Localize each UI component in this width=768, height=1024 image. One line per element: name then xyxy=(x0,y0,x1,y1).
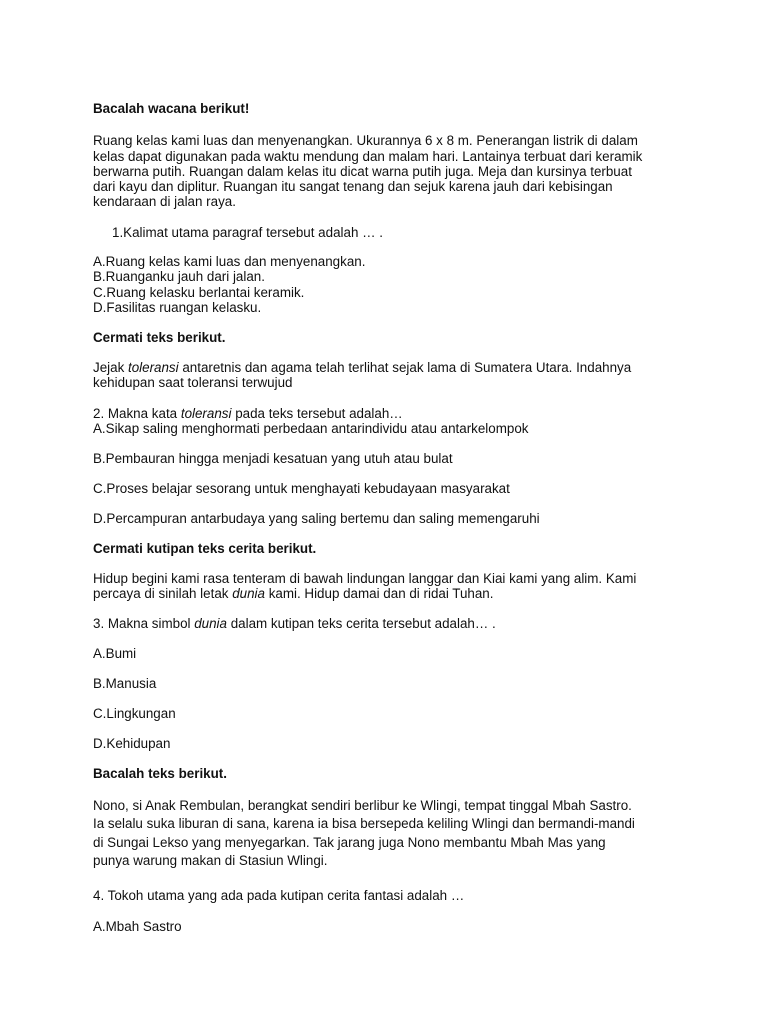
question-2-option-b: B.Pembauran hingga menjadi kesatuan yang utuh atau bulat xyxy=(93,451,453,466)
text-segment: pada teks tersebut adalah… xyxy=(231,406,403,421)
question-1-option-d: D.Fasilitas ruangan kelasku. xyxy=(93,300,262,315)
question-3 xyxy=(93,616,496,632)
section-1-paragraph-line: dari kayu dan diplitur. Ruangan itu sangat tenang dan sejuk karena jauh dari kebisingan xyxy=(93,179,613,194)
question-2-option-c: C.Proses belajar sesorang untuk menghayati kebudayaan masyarakat xyxy=(93,481,510,496)
section-3-paragraph-line xyxy=(93,586,493,602)
text-segment: percaya di sinilah letak xyxy=(93,586,233,601)
section-3-heading: Cermati kutipan teks cerita berikut. xyxy=(93,541,317,556)
text-segment: antaretnis dan agama telah terlihat sejak lama di Sumatera Utara. Indahnya xyxy=(178,360,632,375)
section-1-paragraph-line: berwarna putih. Ruangan dalam kelas itu dicat warna putih juga. Meja dan kursinya terbuat xyxy=(93,164,632,179)
emphasis-word: dunia xyxy=(232,586,265,601)
question-4: 4. Tokoh utama yang ada pada kutipan cerita fantasi adalah … xyxy=(93,888,465,903)
section-4-paragraph-line: Nono, si Anak Rembulan, berangkat sendiri berlibur ke Wlingi, tempat tinggal Mbah Sastro. xyxy=(93,798,632,813)
text-segment: kami. Hidup damai dan di ridai Tuhan. xyxy=(264,586,494,601)
section-2-paragraph-line: kehidupan saat toleransi terwujud xyxy=(93,375,293,390)
emphasis-word: toleransi xyxy=(127,360,179,375)
section-4-paragraph-line: Ia selalu suka liburan di sana, karena ia bisa bersepeda keliling Wlingi dan bermandi-mandi xyxy=(93,816,635,831)
section-1-heading: Bacalah wacana berikut! xyxy=(93,101,250,116)
section-2-paragraph-line xyxy=(93,360,631,376)
question-3-option-a: A.Bumi xyxy=(93,646,137,661)
question-2-option-a: A.Sikap saling menghormati perbedaan antarindividu atau antarkelompok xyxy=(93,421,529,436)
question-1-option-c: C.Ruang kelasku berlantai keramik. xyxy=(93,285,305,300)
text-segment: 2. Makna kata xyxy=(93,406,181,421)
section-3-paragraph-line: Hidup begini kami rasa tenteram di bawah lindungan langgar dan Kiai kami yang alim. Kami xyxy=(93,571,637,586)
emphasis-word: dunia xyxy=(194,616,227,631)
question-3-option-b: B.Manusia xyxy=(93,676,157,691)
emphasis-word: toleransi xyxy=(180,406,232,421)
question-2-option-d: D.Percampuran antarbudaya yang saling bertemu dan saling memengaruhi xyxy=(93,511,540,526)
question-1-option-b: B.Ruanganku jauh dari jalan. xyxy=(93,269,265,284)
text-segment: dalam kutipan teks cerita tersebut adalah… . xyxy=(226,616,496,631)
text-segment: Jejak xyxy=(93,360,128,375)
question-3-option-c: C.Lingkungan xyxy=(93,706,176,721)
question-3-option-d: D.Kehidupan xyxy=(93,736,171,751)
section-2-heading: Cermati teks berikut. xyxy=(93,330,226,345)
section-4-heading: Bacalah teks berikut. xyxy=(93,766,227,781)
question-1: 1.Kalimat utama paragraf tersebut adalah … . xyxy=(112,225,383,240)
text-segment: 3. Makna simbol xyxy=(93,616,195,631)
question-1-option-a: A.Ruang kelas kami luas dan menyenangkan. xyxy=(93,254,366,269)
section-1-paragraph-line: kelas dapat digunakan pada waktu mendung dan malam hari. Lantainya terbuat dari keramik xyxy=(93,149,643,164)
question-4-option-a: A.Mbah Sastro xyxy=(93,919,182,934)
section-1-paragraph-line: Ruang kelas kami luas dan menyenangkan. Ukurannya 6 x 8 m. Penerangan listrik di dalam xyxy=(93,133,638,148)
section-1-paragraph-line: kendaraan di jalan raya. xyxy=(93,194,236,209)
section-4-paragraph-line: di Sungai Lekso yang menyegarkan. Tak jarang juga Nono membantu Mbah Mas yang xyxy=(93,835,606,850)
section-4-paragraph-line: punya warung makan di Stasiun Wlingi. xyxy=(93,853,328,868)
question-2 xyxy=(93,406,403,422)
